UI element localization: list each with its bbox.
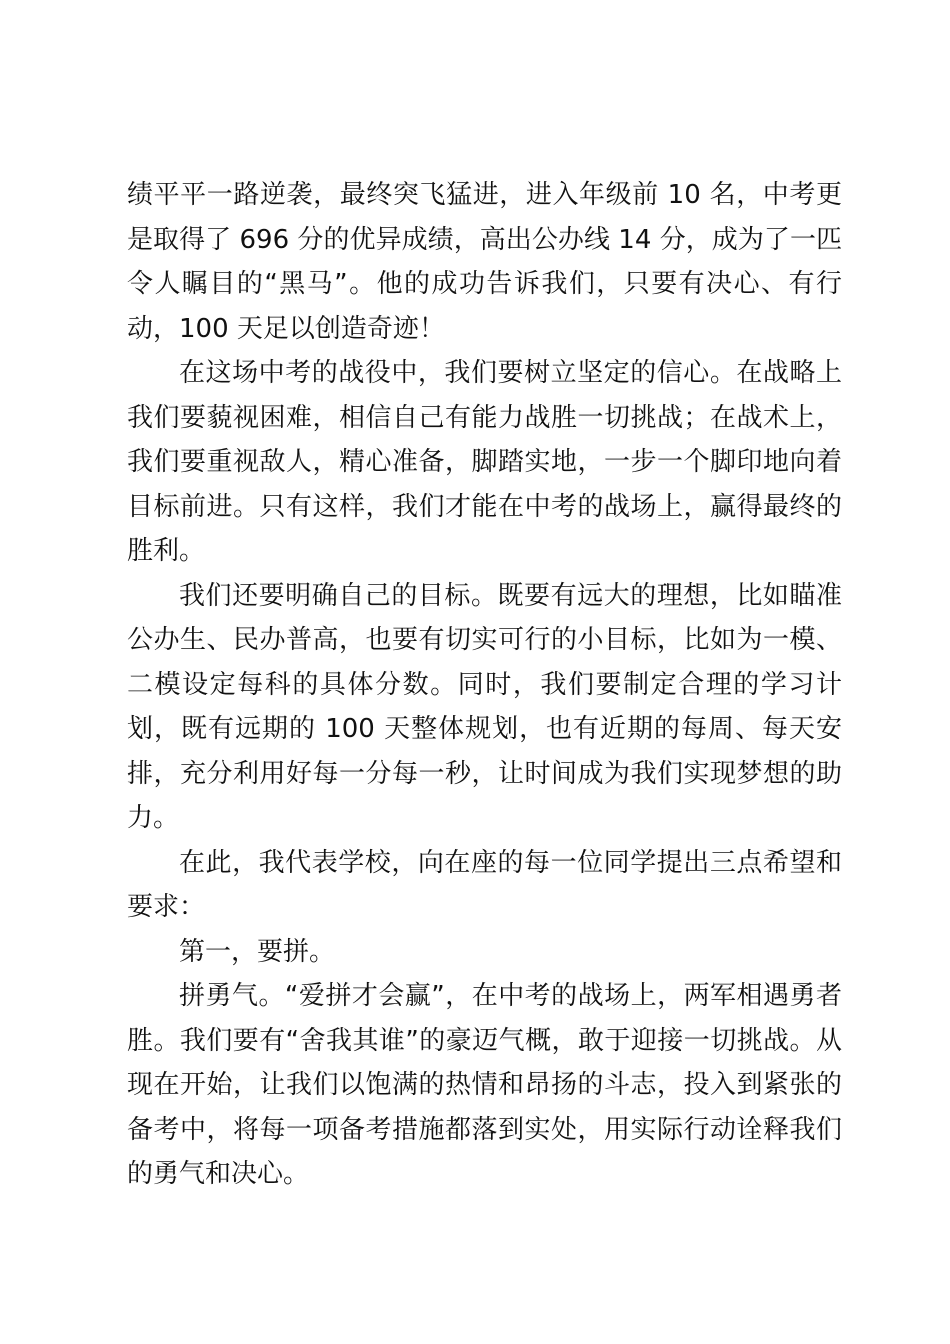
paragraph-point-one: 第一，要拼。 xyxy=(179,936,336,967)
paragraph-requirements-intro: 在此，我代表学校，向在座的每一位同学提出三点希望和要求： xyxy=(127,847,842,922)
paragraph-continued: 绩平平一路逆袭，最终突飞猛进，进入年级前 10 名，中考更是取得了 696 分的优异成绩，高出公办线 14 分，成为了一匹令人瞩目的“黑马”。他的成功告诉我们，只要有决心、有行动，100 天足以创造奇迹！ xyxy=(127,180,842,344)
document-body xyxy=(127,173,842,1197)
paragraph-confidence: 在这场中考的战役中，我们要树立坚定的信心。在战略上我们要藐视困难，相信自己有能力战胜一切挑战；在战术上，我们要重视敌人，精心准备，脚踏实地，一步一个脚印地向着目标前进。只有这样，我们才能在中考的战场上，赢得最终的胜利。 xyxy=(127,358,842,566)
paragraph-courage: 拼勇气。“爱拼才会赢”，在中考的战场上，两军相遇勇者胜。我们要有“舍我其谁”的豪迈气概，敢于迎接一切挑战。从现在开始，让我们以饱满的热情和昂扬的斗志，投入到紧张的备考中，将每一项备考措施都落到实处，用实际行动诠释我们的勇气和决心。 xyxy=(127,981,842,1189)
paragraph-goals: 我们还要明确自己的目标。既要有远大的理想，比如瞄准公办生、民办普高，也要有切实可行的小目标，比如为一模、二模设定每科的具体分数。同时，我们要制定合理的学习计划，既有远期的 100 天整体规划，也有近期的每周、每天安排，充分利用好每一分每一秒，让时间成为我们实现梦想的助力。 xyxy=(127,580,842,833)
